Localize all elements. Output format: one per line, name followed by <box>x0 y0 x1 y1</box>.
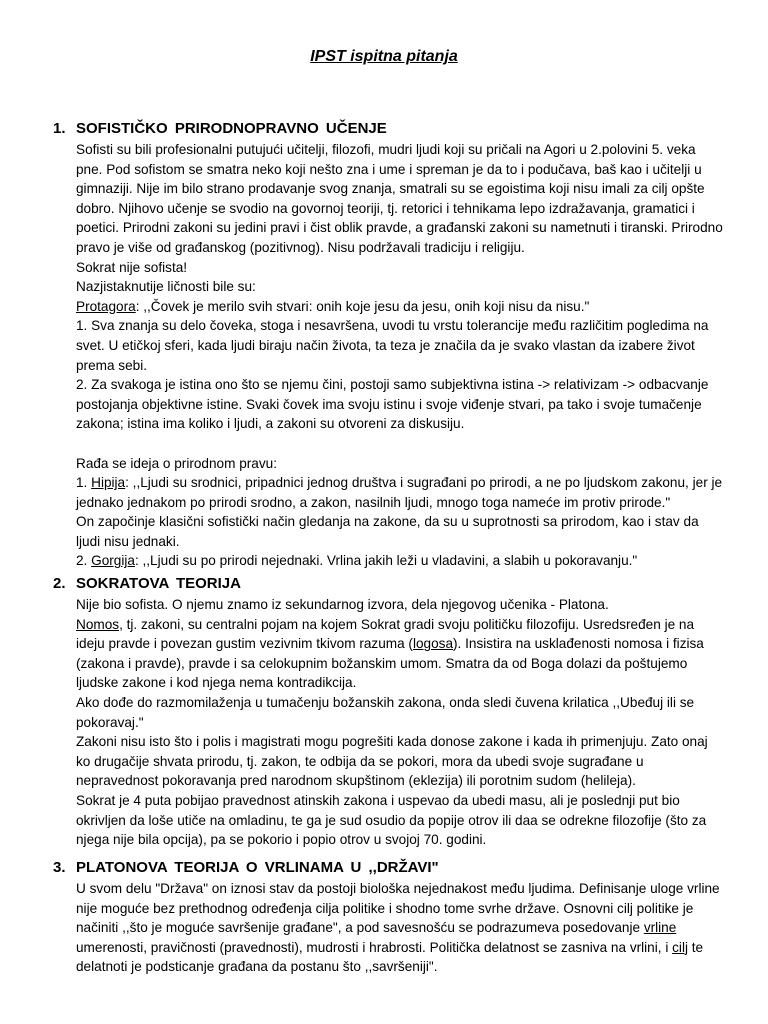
section-heading <box>53 857 723 879</box>
section-heading <box>53 118 723 140</box>
nomos-paragraph <box>76 615 723 693</box>
list-prefix: 2. <box>76 553 92 569</box>
paragraph: Nazjistaknutije ličnosti bile su: <box>76 279 256 295</box>
nomos-term: Nomos <box>76 616 120 632</box>
paragraph: Sofisti su bili profesionalni putujući učitelji, filozofi, mudri ljudi koji su pričali na Agori u 2.polovini 5. veka pne. Pod sofistom se smatra neko koji nešto zna i ume i spreman je da to i podučava, baš kao i učitelji u gimnaziji. Nije im bilo strano prodavanje svog znanja, smatrali su se egoistima koji nisu imali za cilj opšte dobro. Njihovo učenje se svodio na govornoj teoriji, tj. retorici i tehnikama lepo izdražavanja, gramatici i poetici. Prirodni zakoni su jedini pravi i čist oblik pravde, a građanski zakoni su nametnuti i tiranski. Prirodno pravo je više od građanskog (pozitivnog). Nisu podržavali tradiciju i religiju. <box>76 142 723 255</box>
section-sokratova <box>53 573 723 850</box>
paragraph: Rađa se ideja o prirodnom pravu: <box>76 455 277 471</box>
paragraph: Nije bio sofista. O njemu znamo iz sekundarnog izvora, dela njegovog učenika - Platona. <box>76 597 609 612</box>
paragraph: 2. Za svakoga je istina ono što se njemu čini, postoji samo subjektivna istina -> relativizam -> odbacvanje postojanja objektivne istine. Svaki čovek ima svoju istinu i svoje viđenje stvari, pa tako i svoje tumačenje zakona; istina ima koliko i ljudi, a zakoni su otvoreni za diskusiju. <box>76 377 709 432</box>
platon-paragraph <box>76 879 723 977</box>
paragraph: 1. Sva znanja su delo čoveka, stoga i nesavršena, uvodi tu vrstu tolerancije među različitim pogledima na svet. U etičkoj sferi, kada ljudi biraju način života, ta teza je značila da je svako vlastan da izabere život prema sebi. <box>76 318 709 373</box>
gorgija-name: Gorgija <box>91 553 135 569</box>
platon-text: U svom delu "Država" on iznosi stav da postoji biološka nejednakost među ljudima. Definisanje uloge vrline nije moguće bez prethodnog određenja cilja politike i shodno tome svrhe države. Osnovni cilj politike je načiniti ,,što je moguće savršenije građane", a pod savesnošću se podrazumeva posedovanje <box>76 881 720 936</box>
section-body <box>76 595 723 850</box>
paragraph: Sokrat nije sofista! <box>76 259 188 275</box>
section-number: 3. <box>53 859 66 876</box>
section-heading <box>53 573 723 595</box>
hipija-paragraph <box>76 473 723 512</box>
hipija-quote: : ,,Ljudi su srodnici, pripadnici jednog društva i sugrađani po prirodi, a ne po ljudskom zakonu, jer je jednako jednakom po prirodi srodno, a zakon, nasilnih ljudi, mnogo toga nameće im protiv prirode." <box>76 475 723 510</box>
gorgija-paragraph <box>76 551 723 571</box>
vrline-term: vrline <box>643 920 677 936</box>
section-number: 1. <box>53 120 66 137</box>
hipija-name: Hipija <box>91 475 126 491</box>
section-body <box>76 879 723 977</box>
cilj-term: cilj <box>672 939 688 955</box>
section-number: 2. <box>53 575 66 592</box>
protagora-quote: : ,,Čovek je merilo svih stvari: onih koje jesu da jesu, onih koji nisu da nisu." <box>135 298 590 314</box>
section-sofisticko <box>53 118 723 571</box>
platon-text-end: te delatnoti je podsticanje građana da postanu što ,,savršeniji". <box>76 939 704 975</box>
paragraph: Sokrat je 4 puta pobijao pravednost atinskih zakona i uspevao da ubedi masu, ali je poslednji put bio okrivljen da loše utiče na omladinu, te ga je sud osudio da popije otrov ili daa se odrekne filozofije (što za njega nije bila opcija), pa se pokorio i popio otrov u svojoj 70. godini. <box>76 792 707 848</box>
platon-text-cont: umerenosti, pravičnosti (pravednosti), mudrosti i hrabrosti. Politička delatnost se zasniva na vrlini, i <box>76 939 673 955</box>
section-title: PLATONOVA TEORIJA O VRLINAMA U ,,DRŽAVI" <box>76 859 439 876</box>
nomos-text: , tj. zakoni, su centralni pojam na kojem Sokrat gradi svoju političku filozofiju. Usredsređen je na ideju pravde i povezan gustim vezivnim tkivom razuma ( <box>76 616 695 652</box>
section-title: SOFISTIČKO PRIRODNOPRAVNO UČENJE <box>76 120 387 137</box>
document-title: IPST ispitna pitanja <box>310 48 458 65</box>
list-prefix: 1. <box>76 475 92 491</box>
logos-term: logosa <box>412 636 454 652</box>
paragraph: Ako dođe do razmomilaženja u tumačenju božanskih zakona, onda sledi čuvena krilatica ,,Ubeđuj ili se pokoravaj." <box>76 694 695 730</box>
gorgija-quote: : ,,Ljudi su po prirodi nejednaki. Vrlina jakih leži u vladavini, a slabih u pokoravanju." <box>134 553 638 569</box>
section-body <box>76 140 723 571</box>
spacer <box>76 434 723 454</box>
protagora-name: Protagora <box>76 298 136 314</box>
section-platonova <box>53 857 723 977</box>
nomos-text-cont: ). Insistira na usklađenosti nomosa i fizisa (zakona i pravde), pravde i sa celokupnim božanskim umom. Smatra da od Boga dolazi da poštujemo ljudske zakone i kod njega nema kontradikcija. <box>76 636 704 691</box>
paragraph: Zakoni nisu isto što i polis i magistrati mogu pogrešiti kada donose zakone i kada ih primenjuju. Zato onaj ko drugačije shvata prirodu, tj. zakon, te odbija da se pokori, mora da ubedi svoje sugrađane u nepravednost pokoravanja pred narodnom skupštinom (eklezija) ili porotnim sudom (helileja). <box>76 734 708 789</box>
paragraph: On započinje klasični sofistički način gledanja na zakone, da su u suprotnosti sa prirodom, kao i stav da ljudi nisu jednaki. <box>76 514 699 549</box>
section-title: SOKRATOVA TEORIJA <box>76 575 241 592</box>
protagora-paragraph <box>76 297 723 317</box>
